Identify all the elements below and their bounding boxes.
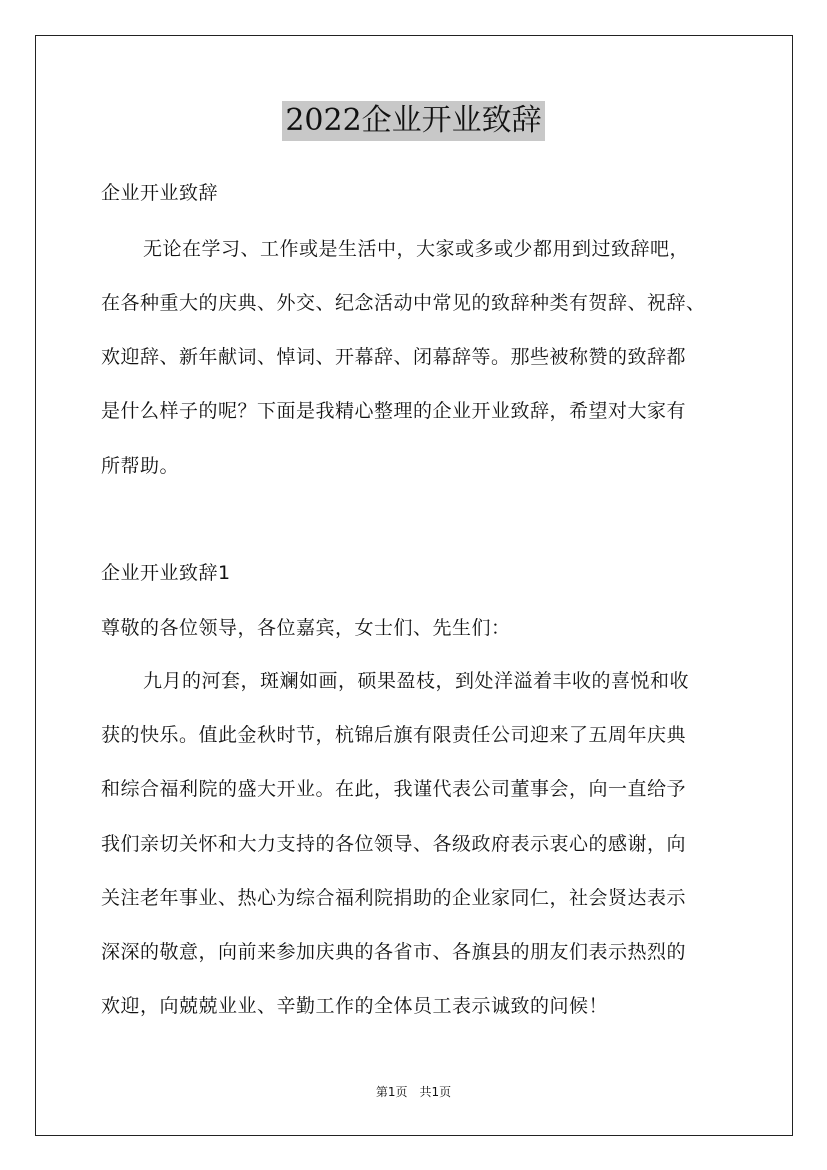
intro-heading: 企业开业致辞	[101, 182, 219, 204]
paragraph-line: 无论在学习、工作或是生活中，大家或多或少都用到过致辞吧，	[143, 238, 690, 260]
paragraph-line: 九月的河套，斑斓如画，硕果盈枝，到处洋溢着丰收的喜悦和收	[143, 670, 690, 692]
salutation: 尊敬的各位领导，各位嘉宾，女士们、先生们：	[101, 617, 511, 639]
paragraph-line: 深深的敬意，向前来参加庆典的各省市、各旗县的朋友们表示热烈的	[101, 941, 687, 963]
paragraph-line: 是什么样子的呢？下面是我精心整理的企业开业致辞，希望对大家有	[101, 400, 687, 422]
paragraph-line: 关注老年事业、热心为综合福利院捐助的企业家同仁，社会贤达表示	[101, 887, 687, 909]
title-wrap	[0, 101, 827, 141]
paragraph-line: 欢迎辞、新年献词、悼词、开幕辞、闭幕辞等。那些被称赞的致辞都	[101, 346, 687, 368]
paragraph-line: 获的快乐。值此金秋时节，杭锦后旗有限责任公司迎来了五周年庆典	[101, 724, 687, 746]
paragraph-line: 和综合福利院的盛大开业。在此，我谨代表公司董事会，向一直给予	[101, 778, 687, 800]
section-heading: 企业开业致辞1	[101, 562, 231, 584]
paragraph-line: 我们亲切关怀和大力支持的各位领导、各级政府表示衷心的感谢，向	[101, 833, 687, 855]
paragraph-line: 欢迎，向兢兢业业、辛勤工作的全体员工表示诚致的问候！	[101, 995, 609, 1017]
paragraph-line: 在各种重大的庆典、外交、纪念活动中常见的致辞种类有贺辞、祝辞、	[101, 292, 706, 314]
page-footer: 第1页 共1页	[375, 1085, 452, 1099]
paragraph-line: 所帮助。	[101, 455, 180, 477]
document-title: 2022企业开业致辞	[282, 101, 544, 141]
